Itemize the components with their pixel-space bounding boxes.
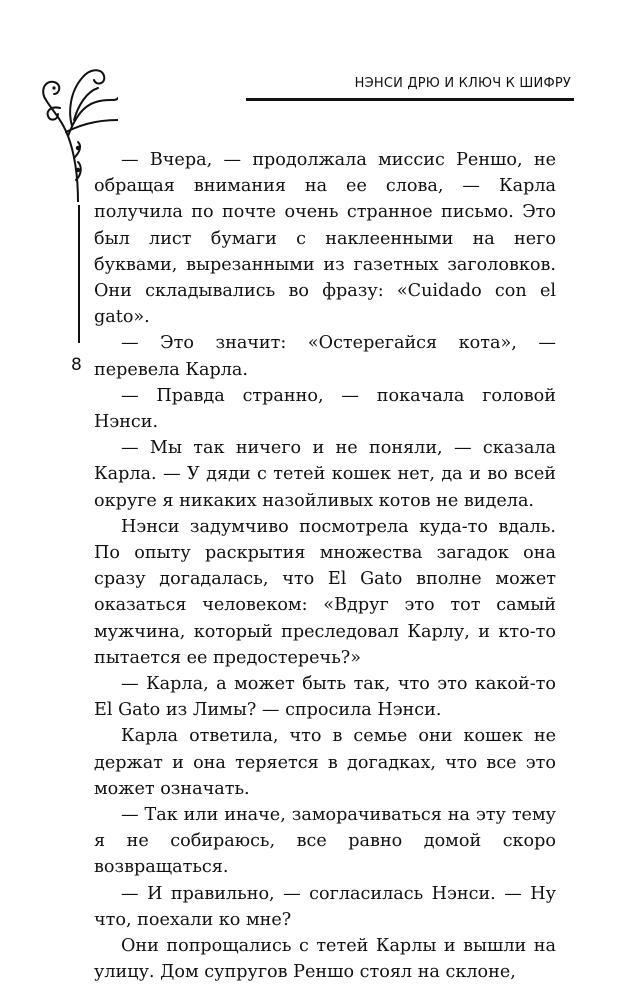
paragraph: — Мы так ничего и не поняли, — сказала Карла. — У дяди с тетей кошек нет, да и во всей округе я никаких назойливых котов не видела. xyxy=(94,438,556,511)
paragraph: Нэнси задумчиво посмотрела куда-то вдаль. По опыту раскрытия множества загадок она сразу догадалась, что El Gato вполне может оказаться человеком: «Вдруг это тот самый мужчина, который преследовал Карлу, и кто-то пытается ее предостеречь?» xyxy=(94,516,556,668)
paragraph: Они попрощались с тетей Карлы и вышли на улицу. Дом супругов Реншо стоял на склоне, xyxy=(94,936,556,983)
paragraph: Карла ответила, что в семье они кошек не держат и она теряется в догадках, что все это может означать. xyxy=(94,726,556,799)
body-text xyxy=(94,147,556,986)
paragraph: — И правильно, — согласилась Нэнси. — Ну что, поехали ко мне? xyxy=(94,883,556,930)
paragraph: — Вчера, — продолжала миссис Реншо, не обращая внимания на ее слова, — Карла получила по почте очень странное письмо. Это был лист бумаги с наклеенными на него буквами, вырезанными из газетных заголовков. Они складывались во фразу: «Cuidado con el gato». xyxy=(94,150,556,328)
paragraph: — Так или иначе, заморачиваться на эту тему я не собираюсь, все равно домой скоро возвращаться. xyxy=(94,805,556,878)
page-number: 8 xyxy=(71,355,82,375)
paragraph: — Правда странно, — покачала головой Нэнси. xyxy=(94,385,556,433)
header-rule xyxy=(246,98,574,101)
paragraph: — Карла, а может быть так, что это какой-то El Gato из Лимы? — спросила Нэнси. xyxy=(94,674,556,721)
margin-rule xyxy=(78,205,80,343)
paragraph: — Это значит: «Остерегайся кота», — перевела Карла. xyxy=(94,333,556,380)
running-head-title: НЭНСИ ДРЮ И КЛЮЧ К ШИФРУ xyxy=(354,76,571,91)
